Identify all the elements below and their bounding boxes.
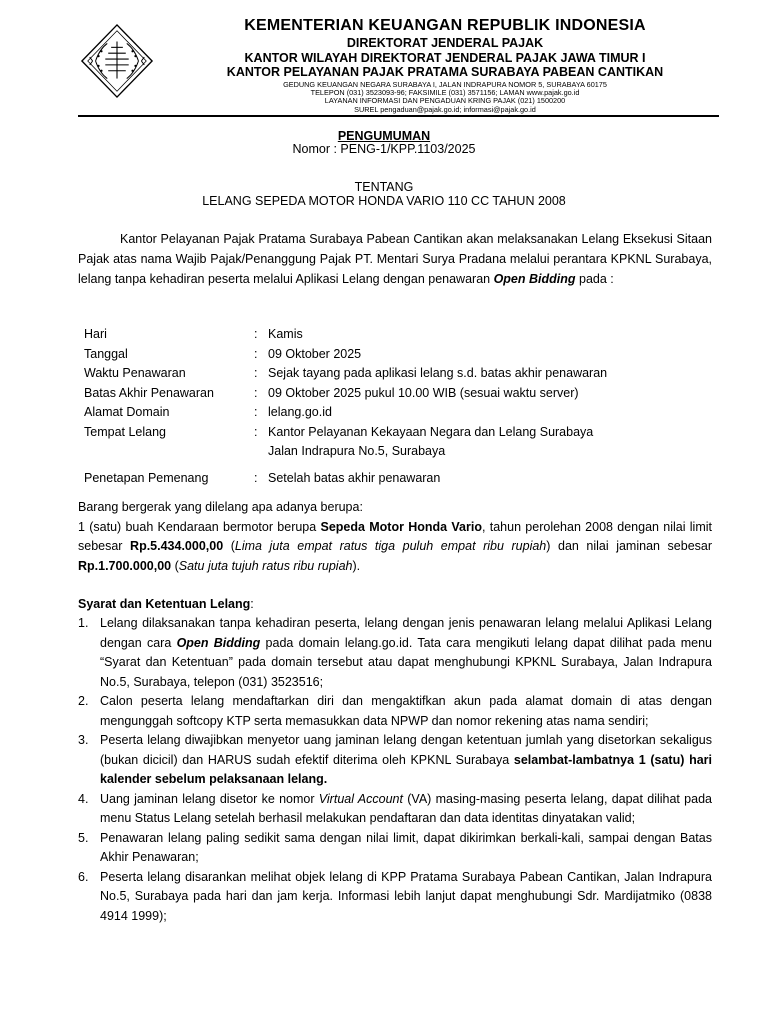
office-phone: TELEPON (031) 3523093-96; FAKSIMILE (031) 3571156; LAMAN www.pajak.go.id [310,87,580,97]
intro-paragraph [78,229,712,289]
goods-text: ( [223,539,235,553]
intro-emphasis: Open Bidding [493,272,576,286]
document-subject: LELANG SEPEDA MOTOR HONDA VARIO 110 CC TAHUN 2008 [202,194,566,208]
letterhead-rule [78,115,719,117]
goods-item-name: Sepeda Motor Honda Vario [320,519,482,534]
detail-row [84,442,668,462]
goods-text: , tahun perolehan 2008 dengan nilai limit sebesar [78,519,712,553]
detail-value: lelang.go.id [268,405,332,419]
detail-value: Kamis [268,327,303,341]
detail-value: Sejak tayang pada aplikasi lelang s.d. batas akhir penawaran [268,366,608,380]
detail-label: Hari [84,327,107,341]
list-item [78,829,712,868]
detail-label: Waktu Penawaran [84,366,186,380]
list-text-part: Uang jaminan lelang disetor ke nomor [100,791,319,806]
list-text: Calon peserta lelang mendaftarkan diri dan mengaktifkan akun pada alamat domain di atas dengan mengunggah softcopy KTP serta memasukkan data NPWP dan nomor rekening atas nama sendiri; [100,694,712,728]
auction-details [84,325,668,488]
detail-colon: : [254,470,258,485]
list-text-part: (VA) masing-masing peserta lelang, dapat dilihat pada menu Status Lelang setelah berhasil melakukan pendaftaran dan data identitas dinyatakan valid; [100,791,712,825]
terms-heading-colon: : [250,597,254,611]
list-item [78,731,712,790]
list-item [78,614,712,692]
detail-label: Penetapan Pemenang [84,470,209,485]
detail-row [84,325,668,345]
goods-text: ). [352,558,361,573]
office-address: GEDUNG KEUANGAN NEGARA SURABAYA I, JALAN INDRAPURA NOMOR 5, SURABAYA 60175 [283,79,607,89]
detail-label: Alamat Domain [84,405,170,419]
detail-row [84,403,668,423]
terms-list [78,614,712,926]
list-number: 5. [78,830,89,845]
detail-label [84,442,254,462]
directorate-name: DIREKTORAT JENDERAL PAJAK [346,36,544,50]
list-emphasis: Virtual Account [318,791,403,806]
terms-heading [78,597,254,611]
intro-text-end: pada : [575,272,614,286]
list-text [100,731,712,790]
list-number: 6. [78,869,89,884]
detail-colon-blank [254,442,268,462]
terms-heading-text: Syarat dan Ketentuan Lelang [78,597,251,611]
list-text-part: Lelang dilaksanakan tanpa kehadiran peserta, lelang dengan jenis penawaran lelang melalui Aplikasi Lelang dengan cara [100,616,712,650]
detail-row [84,345,668,365]
goods-description [78,518,712,577]
list-text: Penawaran lelang paling sedikit sama dengan nilai limit, dapat dikirimkan berkali-kali, sampai dengan Batas Akhir Penawaran; [100,830,712,864]
list-number: 3. [78,733,89,747]
list-number: 1. [78,616,89,630]
detail-colon: : [254,366,258,380]
goods-paragraph [78,498,712,576]
limit-value-words: Lima juta empat ratus tiga puluh empat ribu rupiah [234,539,547,553]
detail-colon: : [254,327,258,341]
detail-row [84,469,668,489]
list-number: 2. [78,694,89,708]
detail-row [84,364,668,384]
detail-value: 09 Oktober 2025 pukul 10.00 WIB (sesuai waktu server) [268,385,579,400]
list-emphasis: selambat-lambatnya 1 (satu) hari kalender sebelum pelaksanaan lelang. [100,752,712,786]
document-number: Nomor : PENG-1/KPP.1103/2025 [292,142,476,156]
detail-colon: : [254,405,258,419]
list-text-part: Peserta lelang diwajibkan menyetor uang jaminan lelang dengan ketentuan jumlah yang disetorkan sekaligus (bukan dicicil) dan HARUS sudah efektif diterima oleh KPKNL Surabaya [100,733,712,767]
intro-text: Kantor Pelayanan Pajak Pratama Surabaya Pabean Cantikan akan melaksanakan Lelang Eksekusi Sitaan Pajak atas nama Wajib Pajak/Penanggung Pajak PT. Mentari Surya Pradana melalui perantara KPKNL Surabaya, lelang tanpa kehadiran peserta melalui Aplikasi Lelang dengan penawaran [78,232,712,286]
list-text [100,614,712,692]
list-text-part: pada domain lelang.go.id. Tata cara mengikuti lelang dapat dilihat pada menu “Syarat dan Ketentuan” pada domain tersebut atau dapat menghubungi KPKNL Surabaya, Jalan Indrapura No.5, Surabaya, telepon (031) 3523516; [100,635,713,689]
detail-label: Tempat Lelang [84,424,167,439]
detail-row [84,423,668,443]
detail-label: Tanggal [84,346,128,361]
list-item [78,868,712,927]
tentang-label: TENTANG [354,180,414,194]
guarantee-value: Rp.1.700.000,00 [78,558,172,573]
tax-office-name: KANTOR PELAYANAN PAJAK PRATAMA SURABAYA PABEAN CANTIKAN [226,65,664,79]
list-text [100,790,712,829]
guarantee-value-words: Satu juta tujuh ratus ribu rupiah [178,558,353,573]
office-email: SUREL pengaduan@pajak.go.id; informasi@pajak.go.id [354,104,536,114]
limit-value: Rp.5.434.000,00 [130,539,224,553]
list-text: Peserta lelang disarankan melihat objek lelang di KPP Pratama Surabaya Pabean Cantikan, Jalan Indrapura No.5, Surabaya pada hari dan jam kerja. Informasi lebih lanjut dapat menghubungi Sdr. Mardijatmiko (0838 4914 1999); [100,869,712,923]
list-item [78,692,712,731]
goods-intro: Barang bergerak yang dilelang apa adanya berupa: [78,500,363,514]
list-number: 4. [78,791,89,806]
ministry-name: KEMENTERIAN KEUANGAN REPUBLIK INDONESIA [244,17,646,34]
goods-text: ) dan nilai jaminan sebesar [546,539,713,553]
regional-office-name: KANTOR WILAYAH DIREKTORAT JENDERAL PAJAK JAWA TIMUR I [244,50,646,65]
detail-colon: : [254,346,258,361]
office-hotline: LAYANAN INFORMASI DAN PENGADUAN KRING PAJAK (021) 1500200 [324,96,566,106]
letterhead [185,18,705,114]
goods-text: 1 (satu) buah Kendaraan bermotor berupa [78,519,321,534]
kemenkeu-logo-icon [78,22,156,100]
detail-value: Jalan Indrapura No.5, Surabaya [268,444,446,458]
detail-row [84,384,668,404]
document-title: PENGUMUMAN [337,129,431,143]
detail-value: 09 Oktober 2025 [268,346,362,361]
goods-text: ( [171,558,179,573]
list-emphasis: Open Bidding [176,635,261,650]
detail-colon: : [254,424,258,439]
list-item [78,790,712,829]
detail-value: Setelah batas akhir penawaran [268,470,441,485]
detail-value: Kantor Pelayanan Kekayaan Negara dan Lelang Surabaya [268,424,594,439]
detail-colon: : [254,385,258,400]
detail-label: Batas Akhir Penawaran [84,385,214,400]
